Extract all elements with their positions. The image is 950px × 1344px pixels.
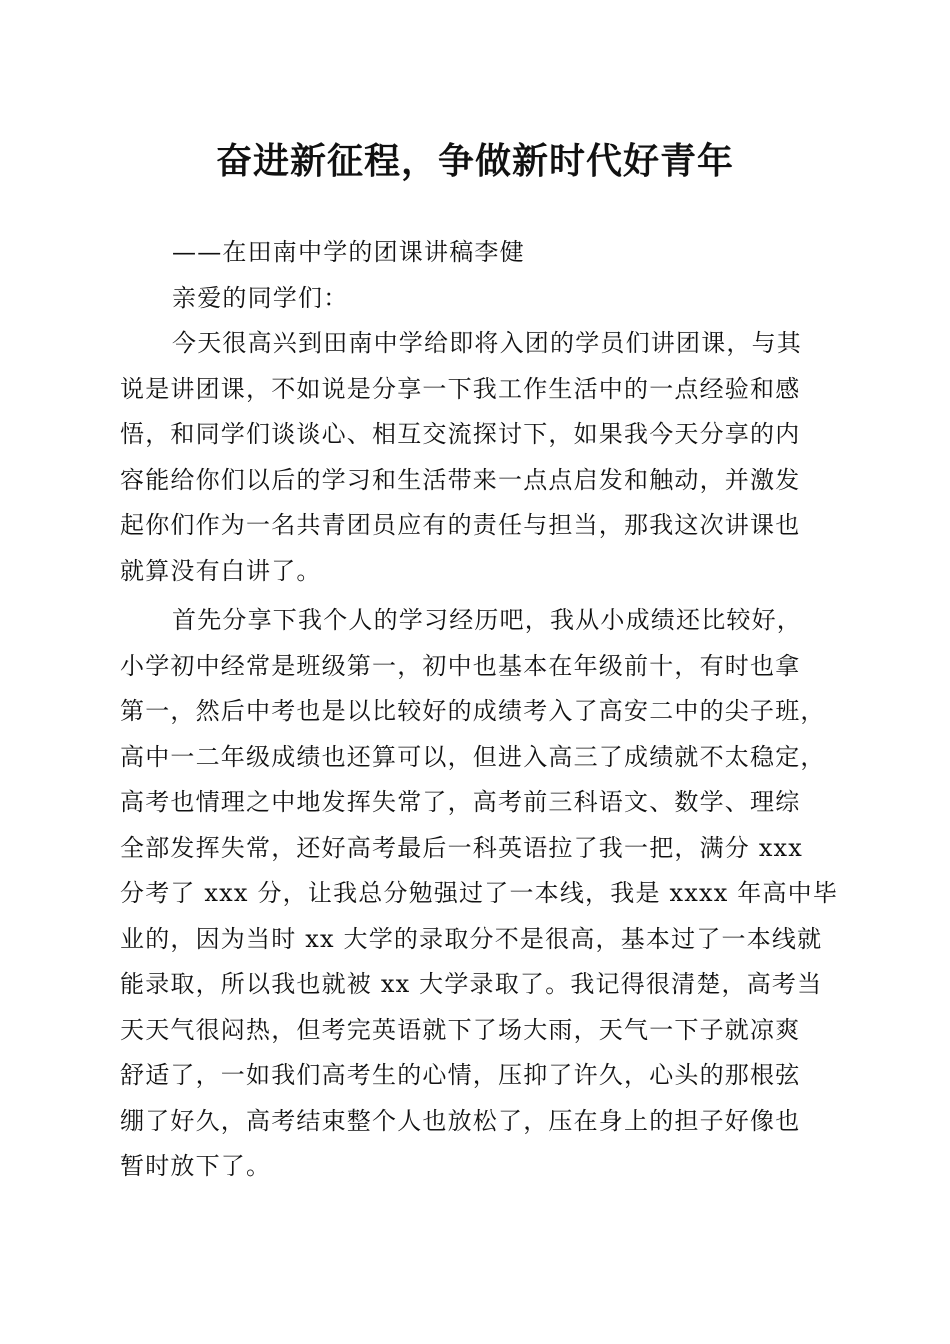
document-title: 奋进新征程，争做新时代好青年 bbox=[215, 140, 734, 182]
document-body bbox=[120, 230, 839, 1190]
paragraph-line: 今天很高兴到田南中学给即将入团的学员们讲团课，与其 bbox=[172, 329, 802, 357]
paragraph-line: 悟，和同学们谈谈心、相互交流探讨下，如果我今天分享的内 bbox=[120, 420, 801, 448]
paragraph-line: 说是讲团课，不如说是分享一下我工作生活中的一点经验和感 bbox=[120, 374, 801, 403]
paragraph-2 bbox=[120, 598, 839, 1190]
paragraph-line: 就算没有白讲了。 bbox=[120, 556, 322, 585]
paragraph-line: 容能给你们以后的学习和生活带来一点点启发和触动，并激发 bbox=[120, 465, 801, 494]
paragraph-line: 小学初中经常是班级第一，初中也基本在年级前十，有时也拿 bbox=[120, 651, 801, 680]
greeting-line: 亲爱的同学们： bbox=[172, 283, 349, 312]
paragraph-line: 能录取，所以我也就被 xx 大学录取了。我记得很清楚，高考当 bbox=[120, 970, 823, 998]
paragraph-line: 暂时放下了。 bbox=[120, 1152, 272, 1180]
paragraph-line: 首先分享下我个人的学习经历吧，我从小成绩还比较好， bbox=[172, 606, 802, 634]
paragraph-line: 分考了 xxx 分，让我总分勉强过了一本线，我是 xxxx 年高中毕 bbox=[120, 879, 839, 907]
paragraph-line: 高考也情理之中地发挥失常了，高考前三科语文、数学、理综 bbox=[120, 788, 801, 816]
paragraph-line: 第一，然后中考也是以比较好的成绩考入了高安二中的尖子班， bbox=[120, 697, 826, 725]
subtitle-line: ——在田南中学的团课讲稿李健 bbox=[172, 238, 525, 266]
paragraph-line: 业的，因为当时 xx 大学的录取分不是很高，基本过了一本线就 bbox=[120, 924, 823, 953]
paragraph-line: 舒适了，一如我们高考生的心情，压抑了许久，心头的那根弦 bbox=[120, 1061, 801, 1089]
paragraph-line: 绷了好久，高考结束整个人也放松了，压在身上的担子好像也 bbox=[120, 1106, 801, 1135]
paragraph-line: 天天气很闷热，但考完英语就下了场大雨，天气一下子就凉爽 bbox=[120, 1015, 801, 1044]
paragraph-1 bbox=[120, 321, 830, 594]
paragraph-line: 起你们作为一名共青团员应有的责任与担当，那我这次讲课也 bbox=[120, 511, 801, 539]
paragraph-line: 高中一二年级成绩也还算可以，但进入高三了成绩就不太稳定， bbox=[120, 742, 826, 771]
paragraph-line: 全部发挥失常，还好高考最后一科英语拉了我一把，满分 xxx bbox=[120, 833, 804, 862]
